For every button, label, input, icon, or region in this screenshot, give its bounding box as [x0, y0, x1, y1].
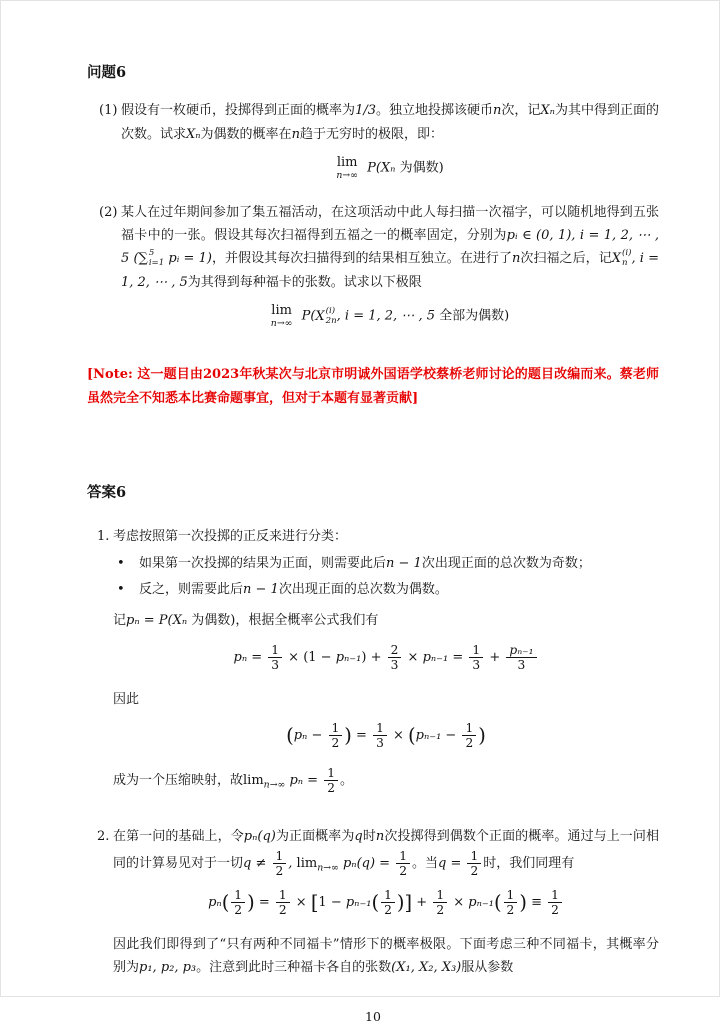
math-inline: Xₙ	[540, 103, 555, 119]
math-inline: pₙ	[293, 728, 308, 744]
math-inline: pₙ₋₁	[422, 649, 449, 665]
math-inline: pₙ	[233, 649, 248, 665]
math-inline: pₙ₋₁	[345, 894, 372, 910]
math-fraction	[388, 643, 402, 672]
math-fraction	[273, 849, 287, 878]
subsup-base: X	[315, 308, 325, 324]
subscript: n	[622, 258, 628, 268]
limit-subscript: n→∞	[270, 317, 293, 329]
fraction-numerator: 1	[329, 721, 343, 736]
limit-operator: lim	[336, 155, 358, 171]
fraction-numerator: 1	[268, 643, 282, 658]
fraction-numerator: 1	[548, 888, 562, 903]
math-delimiter: (	[408, 723, 416, 747]
problem-item-1	[87, 99, 659, 196]
fraction-numerator: 1	[381, 888, 395, 903]
math-delimiter: )	[247, 890, 255, 914]
math-inline: pₙ	[208, 894, 222, 910]
math-subsup	[612, 247, 632, 270]
fraction-denominator: 2	[506, 902, 515, 917]
limit-operator: lim	[271, 303, 292, 319]
fraction-numerator: 2	[388, 643, 402, 658]
subscript: 2n	[325, 315, 337, 326]
math-subsup	[315, 307, 336, 327]
math-inline-limit: $\lim_{n\to\infty}$	[243, 773, 286, 791]
math-delimiter: ]	[404, 890, 413, 914]
math-limit	[336, 156, 358, 180]
math-fraction	[504, 888, 518, 917]
fraction-denominator: 2	[278, 902, 287, 917]
math-delimiter: (	[371, 890, 380, 914]
math-inline: pₙ₋₁	[415, 728, 442, 744]
math-fraction	[433, 888, 447, 917]
problem-item-2-label: (2)	[99, 204, 118, 220]
math-inline: n	[493, 103, 502, 119]
fraction-denominator: 3	[376, 736, 384, 751]
fraction-denominator: 2	[470, 863, 479, 878]
problem-heading: 问题6	[87, 64, 127, 81]
math-fraction	[506, 643, 536, 672]
problem-item-2-body	[121, 201, 659, 345]
math-fraction	[462, 721, 476, 750]
math-delimiter: (	[286, 723, 294, 747]
fraction-denominator: 3	[271, 657, 280, 672]
limit-subscript: n→∞	[317, 862, 339, 874]
fraction-denominator: 2	[399, 863, 407, 878]
fraction-denominator: 2	[384, 902, 392, 917]
problem-item-2-equation: lim n→∞ P( X (i) 2n , i = 1, 2, ⋯ , 5 全部为偶数)	[270, 303, 510, 329]
math-fraction	[231, 888, 245, 917]
math-inline: pₙ₋₁	[468, 894, 494, 910]
problem-item-1-equation: lim n→∞ P(Xₙ 为偶数)	[336, 155, 444, 181]
superscript: 5	[148, 248, 155, 259]
fraction-numerator: 1	[433, 888, 447, 903]
fraction-numerator: 1	[467, 849, 481, 864]
bullet-marker: •	[117, 556, 125, 572]
math-fraction	[324, 766, 338, 795]
fraction-denominator: 2	[327, 781, 335, 796]
math-inline: 1/3	[355, 103, 376, 119]
problem-item-1-body	[121, 99, 659, 196]
fraction-denominator: 2	[465, 736, 474, 751]
bullet-text: 反之，则需要此后n − 1次出现正面的总次数为偶数。	[139, 581, 448, 597]
math-delimiter: [	[310, 890, 319, 914]
answer-item-1	[87, 525, 659, 799]
math-delimiter: (	[221, 890, 230, 914]
answer-item-1-para2: 记pₙ = P(Xₙ 为偶数)，根据全概率公式我们有	[113, 613, 379, 629]
math-fraction	[268, 643, 282, 672]
fraction-denominator: 3	[472, 657, 481, 672]
subsup-base: ∑	[138, 251, 148, 267]
math-inline-limit: $\lim_{n\to\infty}$	[296, 855, 339, 874]
fraction-numerator: 1	[273, 849, 287, 864]
answer-heading: 答案6	[87, 483, 127, 501]
fraction-denominator: 2	[331, 736, 340, 751]
math-inline: pₙ(q) =	[338, 855, 395, 871]
math-inline: q	[354, 829, 363, 845]
math-inline: pₙ(q)	[243, 829, 276, 845]
math-subsup	[139, 247, 165, 270]
subsup-scripts	[149, 249, 164, 269]
fraction-numerator: 1	[231, 888, 245, 903]
fraction-denominator: 3	[390, 657, 399, 672]
subsup-scripts	[326, 307, 337, 327]
limit-subscript: n→∞	[263, 779, 286, 791]
fraction-denominator: 2	[234, 902, 243, 917]
fraction-numerator: 1	[396, 849, 410, 864]
math-inline: P(	[301, 308, 316, 324]
math-inline: P(Xₙ	[367, 160, 396, 176]
math-delimiter: )	[478, 723, 486, 747]
limit-subscript: n→∞	[336, 169, 358, 181]
math-inline: pᵢ = 1)	[164, 251, 212, 267]
math-delimiter: )	[396, 890, 405, 914]
math-delimiter: (	[493, 890, 502, 914]
math-inline: pₙ₋₁	[335, 649, 362, 665]
answer-item-1-label: 1.	[97, 528, 110, 544]
answer-section	[87, 483, 659, 980]
answer-item-1-para3: 因此	[113, 691, 140, 707]
answer-item-1-eq2: (pₙ − $\frac{1}{2}$ ) = $\frac{1}{3}$ × (pₙ₋₁ − $\frac{1}{2}$ )	[286, 720, 486, 751]
math-fraction	[276, 888, 290, 917]
answer-item-2-equation: pₙ( $\frac{1}{2}$ ) = $\frac{1}{2}$ × [1 − pₙ₋₁( $\frac{1}{2}$ )] + $\frac{1}{2}$ × pₙ₋₁( $\frac{1}{2}$ ) ≡ $\frac{1}{2}$	[113, 888, 659, 917]
math-inline: n	[375, 829, 385, 845]
math-inline: pₙ	[285, 773, 304, 789]
answer-item-1-para4: 成为一个压缩映射，故$\lim_{n\to\infty} p_n$ = $\frac{1}{2}$ 。	[113, 766, 354, 796]
math-fraction	[329, 721, 343, 750]
superscript: (i)	[325, 305, 336, 316]
answer-item-2-text: 在第一问的基础上，令pₙ(q)为正面概率为q时n次投掷得到偶数个正面的概率。通过与上一问相同的计算易见对于一切q ≠ $\frac{1}{2}$ , $\lim_{n\to\infty} p_n(q)$ = $\frac{1}{2}$ 。当q = $\frac{1}{2}$ 时，我们同理有	[113, 829, 659, 878]
superscript: (i)	[622, 248, 632, 259]
math-inline: pₙ = P(Xₙ	[126, 613, 188, 629]
math-inline: n − 1	[386, 556, 422, 572]
answer-item-1-intro: 考虑按照第一次投掷的正反来进行分类：	[113, 528, 348, 544]
math-fraction	[467, 849, 481, 878]
math-fraction	[373, 721, 387, 750]
problem-section	[87, 63, 659, 411]
answer-item-2-label: 2.	[97, 829, 110, 845]
math-inline: (X₁, X₂, X₃)	[391, 960, 462, 976]
answer-item-2-tail: 因此我们即得到了“只有两种不同福卡”情形下的概率极限。下面考虑三种不同福卡，其概率分别为p₁, p₂, p₃。注意到此时三种福卡各自的张数(X₁, X₂, X₃)服从参数	[113, 936, 659, 976]
fraction-numerator: 1	[276, 888, 290, 903]
math-fraction	[381, 888, 395, 917]
answer-item-1-bullets	[113, 552, 659, 601]
bullet-text: 如果第一次投掷的结果为正面，则需要此后n − 1次出现正面的总次数为奇数；	[139, 556, 591, 572]
fraction-numerator: 1	[504, 888, 518, 903]
answer-item-2	[87, 825, 659, 979]
fraction-denominator: 2	[551, 902, 559, 917]
math-fraction	[548, 888, 562, 917]
bullet-item	[113, 578, 659, 601]
subsup-base: X	[611, 251, 621, 267]
math-delimiter: )	[519, 890, 527, 914]
bullet-marker: •	[117, 581, 125, 597]
math-inline: pᵢ ∈ (0, 1), i = 1, 2, ⋯ , 5 (	[121, 227, 659, 267]
math-inline: Xₙ	[186, 126, 201, 142]
math-inline: n	[512, 251, 521, 267]
fraction-numerator: 1	[373, 721, 387, 736]
math-fraction	[396, 849, 410, 878]
fraction-numerator: 1	[462, 721, 476, 736]
math-inline: p₁, p₂, p₃	[139, 960, 197, 976]
math-delimiter: )	[344, 723, 352, 747]
fraction-denominator: 2	[275, 863, 284, 878]
math-inline: n − 1	[243, 581, 279, 597]
math-limit	[271, 304, 293, 328]
math-inline: q =	[438, 855, 466, 871]
subscript: i=1	[148, 258, 165, 268]
editor-note: [Note: 这一题目由2023年秋某次与北京市明诚外国语学校蔡桥老师讨论的题目改编而来。蔡老师虽然完全不知悉本比赛命题事宜，但对于本题有显著贡献]	[87, 366, 659, 406]
fraction-denominator: 3	[517, 657, 526, 672]
problem-item-1-text: 假设有一枚硬币，投掷得到正面的概率为1/3。独立地投掷该硬币n次，记Xₙ为其中得到正面的次数。试求Xₙ为偶数的概率在n趋于无穷时的极限，即：	[121, 103, 659, 142]
fraction-numerator: 1	[469, 643, 483, 658]
answer-item-2-body	[113, 825, 659, 979]
problem-item-2	[87, 201, 659, 345]
fraction-denominator: 2	[436, 902, 445, 917]
fraction-numerator: 1	[324, 766, 338, 781]
fraction-numerator: pₙ₋₁	[506, 643, 536, 658]
page-number: 10	[365, 1008, 381, 1024]
problem-item-1-label: (1)	[99, 103, 118, 119]
answer-item-1-eq1: pₙ = $\frac{1}{3}$ × (1 − pₙ₋₁) + $\frac{2}{3}$ × pₙ₋₁ = $\frac{1}{3}$ + $\frac{\text{pₙ₋₁}}{3}$	[113, 643, 659, 672]
math-inline: , i = 1, 2, ⋯ , 5	[336, 308, 435, 324]
bullet-item	[113, 552, 659, 575]
math-inline: n	[291, 126, 300, 142]
math-inline: q ≠	[243, 855, 271, 871]
answer-item-1-body	[113, 525, 659, 799]
math-inline: ,	[288, 855, 297, 871]
math-fraction	[469, 643, 483, 672]
math-inline: , i = 1, 2, ⋯ , 5	[121, 251, 659, 290]
problem-item-2-text: 某人在过年期间参加了集五福活动，在这项活动中此人每扫描一次福字，可以随机地得到五张福卡中的一张。假设其每次扫福得到五福之一的概率固定，分别为pᵢ ∈ (0, 1), i = 1, 2, ⋯ , 5 ( ∑ 5 i=1 pᵢ = 1)，并假设其每次扫描得到的结果相互独立。在进行了n次扫福之后，记 X (i) n , i = 1, 2, ⋯ , 5为其得到每种福卡的张数。试求以下极限	[121, 204, 659, 290]
